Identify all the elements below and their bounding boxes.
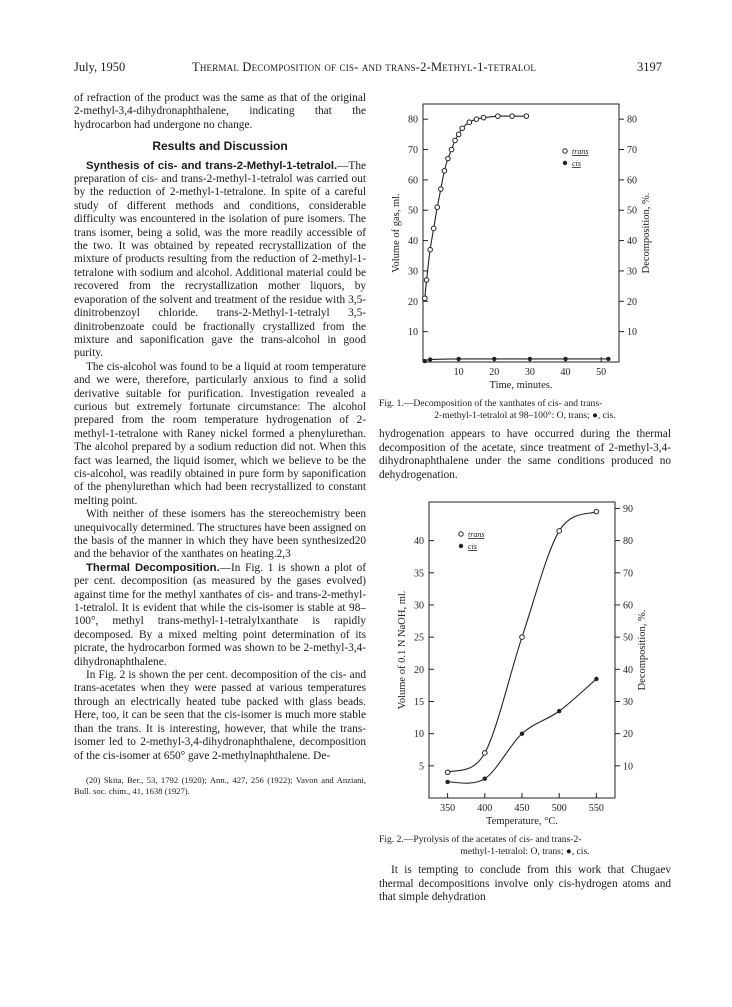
runin-heading-synthesis: Synthesis of cis- and trans-2-Methyl-1-tetralol. <box>86 159 338 172</box>
y2-tick-label: 80 <box>623 536 633 548</box>
data-point-cis <box>606 357 610 361</box>
legend-label-cis: cis <box>468 542 477 552</box>
x-tick-label: 500 <box>551 803 567 815</box>
x-tick-label: 350 <box>440 803 456 815</box>
y-axis-label: Volume of 0.1 N NaOH, ml. <box>397 590 408 710</box>
data-point-trans <box>442 168 447 173</box>
x-tick-label: 450 <box>514 803 530 815</box>
x-tick-label: 400 <box>477 803 493 815</box>
y-tick-label: 80 <box>408 114 418 126</box>
y2-tick-label: 60 <box>623 600 633 612</box>
figure-2 <box>379 490 671 832</box>
y-tick-label: 20 <box>408 296 418 308</box>
y-tick-label: 40 <box>414 536 424 548</box>
legend-label-trans: trans <box>572 147 589 156</box>
y-tick-label: 70 <box>408 145 418 157</box>
data-point-cis <box>445 780 449 784</box>
paragraph-thermal <box>74 562 366 669</box>
y-tick-label: 30 <box>408 266 418 278</box>
runin-heading-thermal: Thermal Decomposition. <box>86 561 220 574</box>
y-tick-label: 30 <box>414 600 424 612</box>
legend-marker-trans <box>459 532 463 536</box>
y2-tick-label: 50 <box>627 205 637 217</box>
legend-marker-cis <box>459 544 463 548</box>
figure-2-caption-line2: methyl-1-tetralol: O, trans; ●, cis. <box>460 846 590 858</box>
figure-1-caption-line2: 2-methyl-1-tetralol at 98–100°: O, trans; ●, cis. <box>434 410 616 422</box>
x-axis-label: Temperature, °C. <box>486 816 558 828</box>
header-title: Thermal Decomposition of cis- and trans-2-Methyl-1-tetralol <box>192 60 537 74</box>
paragraph-cis-alcohol: The cis-alcohol was found to be a liquid at room temperature and we were, therefore, particularly anxious to find a solid derivative suitable for purification. Investigation revealed a curious but extremely fortunate circumstance: The alcohol prepared from the room temperature hydrogenation of 2-methyl-1-tetralone with Raney nickel formed a phenylurethan. The alcohol prepared by a sodium reduction did not. When this fact was learned, the liquid isomer, which we believe to be the cis-alcohol, was readily obtained in pure form by saponification of the phenylurethan which had been recrystallized to constant melting point. <box>74 360 366 507</box>
plot-frame <box>423 104 619 362</box>
x-axis-label: Time, minutes. <box>489 380 553 391</box>
legend-label-trans: trans <box>468 530 485 540</box>
y-tick-label: 10 <box>414 729 424 741</box>
legend-label-cis: cis <box>572 159 581 168</box>
data-point-cis <box>520 731 524 735</box>
data-point-trans <box>496 114 501 119</box>
figure-2-caption <box>379 834 671 858</box>
data-point-trans <box>439 187 444 192</box>
data-point-trans <box>453 138 458 143</box>
data-point-cis <box>456 357 460 361</box>
data-point-cis <box>563 357 567 361</box>
y-tick-label: 20 <box>414 664 424 676</box>
plot-frame <box>429 502 615 798</box>
data-point-trans <box>524 114 529 119</box>
y2-tick-label: 60 <box>627 175 637 187</box>
data-point-trans <box>510 114 515 119</box>
data-point-cis <box>483 777 487 781</box>
figure-1-caption-line1: Fig. 1.—Decomposition of the xanthates of cis- and trans- <box>379 398 603 410</box>
y-tick-label: 5 <box>419 761 424 773</box>
data-point-trans <box>481 115 486 120</box>
data-point-trans <box>435 205 440 210</box>
right-column <box>379 92 671 905</box>
data-point-cis <box>594 677 598 681</box>
data-point-trans <box>460 126 465 131</box>
data-point-cis <box>528 357 532 361</box>
data-point-trans <box>424 278 429 283</box>
y2-tick-label: 80 <box>627 114 637 126</box>
y2-tick-label: 30 <box>627 266 637 278</box>
data-point-trans <box>474 117 479 122</box>
figure-1 <box>379 92 671 396</box>
y2-tick-label: 40 <box>627 236 637 248</box>
data-point-trans <box>446 156 451 161</box>
left-column <box>74 92 366 797</box>
paragraph-stereochemistry: With neither of these isomers has the stereochemistry been unequivocally determined. The structures have been assigned on the basis of the manner in which they have been synthesized20 and the behavior of the xanthates on heating.2,3 <box>74 508 366 561</box>
y2-tick-label: 40 <box>623 664 633 676</box>
paragraph-synthesis <box>74 160 366 361</box>
y-tick-label: 10 <box>408 327 418 339</box>
data-point-trans <box>594 509 599 514</box>
paragraph-conclusion: It is tempting to conclude from this work that Chugaev thermal decompositions involve only cis-hydrogen atoms and that simple dehydration <box>379 864 671 904</box>
data-point-trans <box>520 635 525 640</box>
x-tick-label: 20 <box>489 367 500 378</box>
y2-tick-label: 10 <box>627 327 637 339</box>
data-point-trans <box>422 296 427 301</box>
intro-paragraph: of refraction of the product was the same as that of the original 2-methyl-3,4-dihydronaphthalene, indicating that the hydrocarbon had undergone no change. <box>74 92 366 131</box>
section-title: Results and Discussion <box>152 139 288 154</box>
y2-tick-label: 20 <box>627 296 637 308</box>
running-header <box>74 60 662 78</box>
y-tick-label: 50 <box>408 205 418 217</box>
figure-1-chart <box>379 92 671 392</box>
page-number: 3197 <box>637 60 662 74</box>
y2-tick-label: 70 <box>623 568 633 580</box>
y2-tick-label: 20 <box>623 729 633 741</box>
data-point-cis <box>557 709 561 713</box>
paragraph-fig2: In Fig. 2 is shown the per cent. decomposition of the cis- and trans-acetates when they were passed at various temperatures through an electrically heated tube packed with glass beads. Here, too, it can be seen that the cis-isomer is much more stable than the trans. It is interesting, however, that while the trans-isomer led to 2-methyl-3,4-dihydronaphthalene, decomposition of the cis-isomer at 650° gave 2-methylnaphthalene. De- <box>74 669 366 762</box>
data-point-cis <box>428 357 432 361</box>
data-point-trans <box>449 147 454 152</box>
legend-marker-trans <box>563 149 567 153</box>
data-point-trans <box>445 770 450 775</box>
data-point-trans <box>428 247 433 252</box>
y-tick-label: 60 <box>408 175 418 187</box>
data-point-trans <box>431 226 436 231</box>
x-tick-label: 10 <box>453 367 464 378</box>
y2-tick-label: 30 <box>623 697 633 709</box>
figure-1-caption <box>379 398 671 422</box>
data-point-trans <box>557 529 562 534</box>
figure-2-caption-line1: Fig. 2.—Pyrolysis of the acetates of cis- and trans-2- <box>379 834 582 846</box>
data-point-trans <box>483 751 488 756</box>
y2-tick-label: 10 <box>623 761 633 773</box>
data-point-cis <box>492 357 496 361</box>
paragraph-hydrogenation: hydrogenation appears to have occurred during the thermal decomposition of the acetate, since treatment of 2-methyl-3,4-dihydronaphthalene under the same conditions produced no dehydrogenation. <box>379 428 671 481</box>
y-tick-label: 40 <box>408 236 418 248</box>
footnote: (20) Skita, Ber., 53, 1792 (1920); Ann., 427, 256 (1922); Vavon and Anziani, Bull. soc. chim., 41, 1638 (1927). <box>74 774 366 796</box>
x-tick-label: 30 <box>524 367 535 378</box>
y2-tick-label: 70 <box>627 145 637 157</box>
data-point-cis <box>423 359 427 363</box>
paragraph-synthesis-text: —The preparation of cis- and trans-2-methyl-1-tetralol was carried out by the reduction of 2-methyl-1-tetralone. In spite of a careful study of different methods and conditions, considerable difficulty was encountered in the isolation of pure isomers. The trans isomer, being a solid, was the more readily accessible of the two. It was obtained by repeated recrystallization of the mixture of products resulting from the reduction of 2-methyl-1-tetralone with sodium and alcohol. Additional material could be recovered from the recrystallization mother liquors, by evaporation of the solvent and treatment of the residue with 3,5-dinitrobenzoyl chloride. trans-2-Methyl-1-tetralyl 3,5-dinitrobenzoate could be fractionally crystallized from the mixture and saponification gave the trans-alcohol in good purity. <box>74 159 366 360</box>
y-tick-label: 15 <box>414 697 424 709</box>
x-tick-label: 40 <box>560 367 571 378</box>
x-tick-label: 550 <box>588 803 604 815</box>
y-tick-label: 25 <box>414 632 424 644</box>
header-date: July, 1950 <box>74 60 126 74</box>
y-tick-label: 35 <box>414 568 424 580</box>
paragraph-thermal-text: —In Fig. 1 is shown a plot of per cent. decomposition (as measured by the gases evolved) against time for the methyl xanthates of cis- and trans-2-methyl-1-tetralol. It is evident that while the cis-isomer is stable at 98–100°, methyl trans-methyl-1-tetralylxanthate is rapidly decomposed. By a mixed melting point determination of its picrate, the hydrocarbon formed was shown to be 2-methyl-3,4-dihydronaphthalene. <box>74 561 366 668</box>
y-axis-label: Volume of gas, ml. <box>391 193 402 273</box>
data-point-trans <box>456 132 461 137</box>
series-line-cis <box>425 359 609 361</box>
x-tick-label: 50 <box>596 367 607 378</box>
legend-marker-cis <box>563 161 567 165</box>
y2-tick-label: 90 <box>623 503 633 515</box>
y2-axis-label: Decomposition, %. <box>641 192 652 274</box>
y2-tick-label: 50 <box>623 632 633 644</box>
data-point-trans <box>467 120 472 125</box>
y2-axis-label: Decomposition, %. <box>637 609 648 691</box>
figure-2-chart <box>379 490 671 828</box>
